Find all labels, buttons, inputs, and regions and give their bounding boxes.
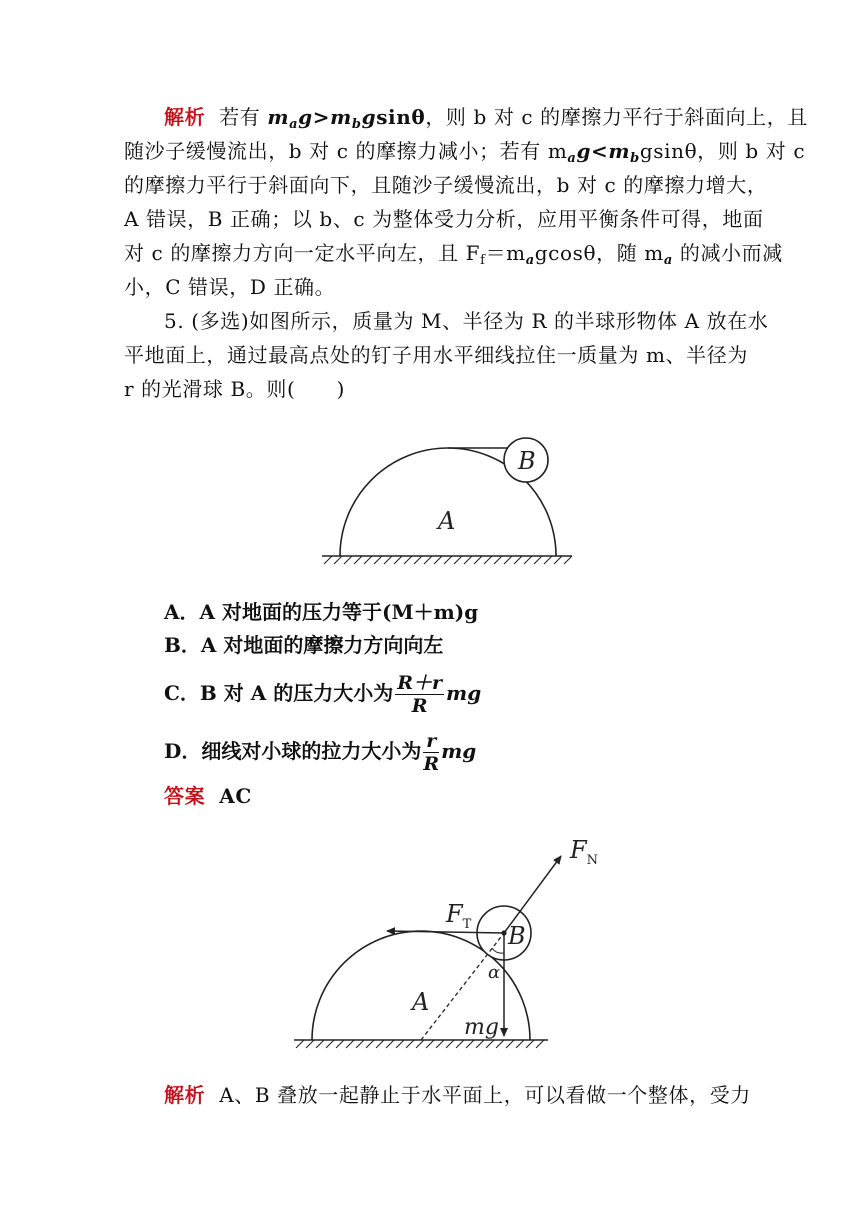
label-fn: $F_N$	[570, 836, 599, 868]
figure-hemisphere-ball	[310, 418, 590, 578]
fraction-c: $\frac{R+r}{R}$	[397, 672, 443, 717]
answer-label: 答案	[164, 784, 206, 808]
analysis2-line-1: 解析 A、B 叠放一起静止于水平面上，可以看做一个整体，受力	[164, 1083, 751, 1107]
analysis-line-3: 的摩擦力平行于斜面向下，且随沙子缓慢流出，b 对 c 的摩擦力增大，	[124, 173, 768, 197]
ground-hatch	[324, 556, 572, 564]
fraction-d: $\frac{r}{R}$	[423, 730, 440, 775]
analysis-line-1: 解析 若有 $m_ag>m_bgsin\theta$，则 b 对 c 的摩擦力平行于斜面向上，且	[164, 105, 808, 132]
option-a: A．A 对地面的压力等于(M＋m)g	[164, 600, 479, 624]
question-line-3: r 的光滑球 B。则( )	[124, 377, 345, 401]
fig1-label-a: A	[438, 507, 456, 535]
fig1-label-b: B	[518, 447, 536, 475]
option-b: B．A 对地面的摩擦力方向向左	[164, 633, 444, 657]
answer-value: AC	[219, 784, 252, 808]
fig2-label-b: B	[508, 922, 526, 950]
analysis-line-6: 小，C 错误，D 正确。	[124, 275, 336, 299]
analysis-label: 解析	[164, 105, 206, 129]
option-c: C．B 对 A 的压力大小为 $\frac{R+r}{R}$ mg	[164, 672, 482, 717]
analysis-line-4: A 错误，B 正确；以 b、c 为整体受力分析，应用平衡条件可得，地面	[124, 207, 764, 231]
label-mg: mg	[464, 1015, 499, 1040]
question-line-1: 5. (多选)如图所示，质量为 M、半径为 R 的半球形物体 A 放在水	[164, 309, 769, 333]
ground-hatch-2	[296, 1040, 544, 1048]
analysis2-label: 解析	[164, 1083, 206, 1107]
figure-force-diagram	[290, 826, 620, 1056]
fig2-label-a: A	[412, 988, 430, 1016]
label-ft: $F_T$	[446, 900, 472, 932]
answer-line	[164, 779, 784, 813]
analysis-line-2: 随沙子缓慢流出，b 对 c 的摩擦力减小；若有 $m_ag<m_bgsin\theta$，则 b 对 c	[124, 139, 806, 166]
option-d: D．细线对小球的拉力大小为 $\frac{r}{R}$ mg	[164, 730, 477, 775]
analysis-line-5: 对 c 的摩擦力方向一定水平向左，且 $F_f=m_agcos\theta$，随 $m_a$ 的减小而减	[124, 241, 783, 268]
question-line-2: 平地面上，通过最高点处的钉子用水平细线拉住一质量为 m、半径为	[124, 343, 748, 367]
label-alpha: α	[488, 962, 501, 983]
